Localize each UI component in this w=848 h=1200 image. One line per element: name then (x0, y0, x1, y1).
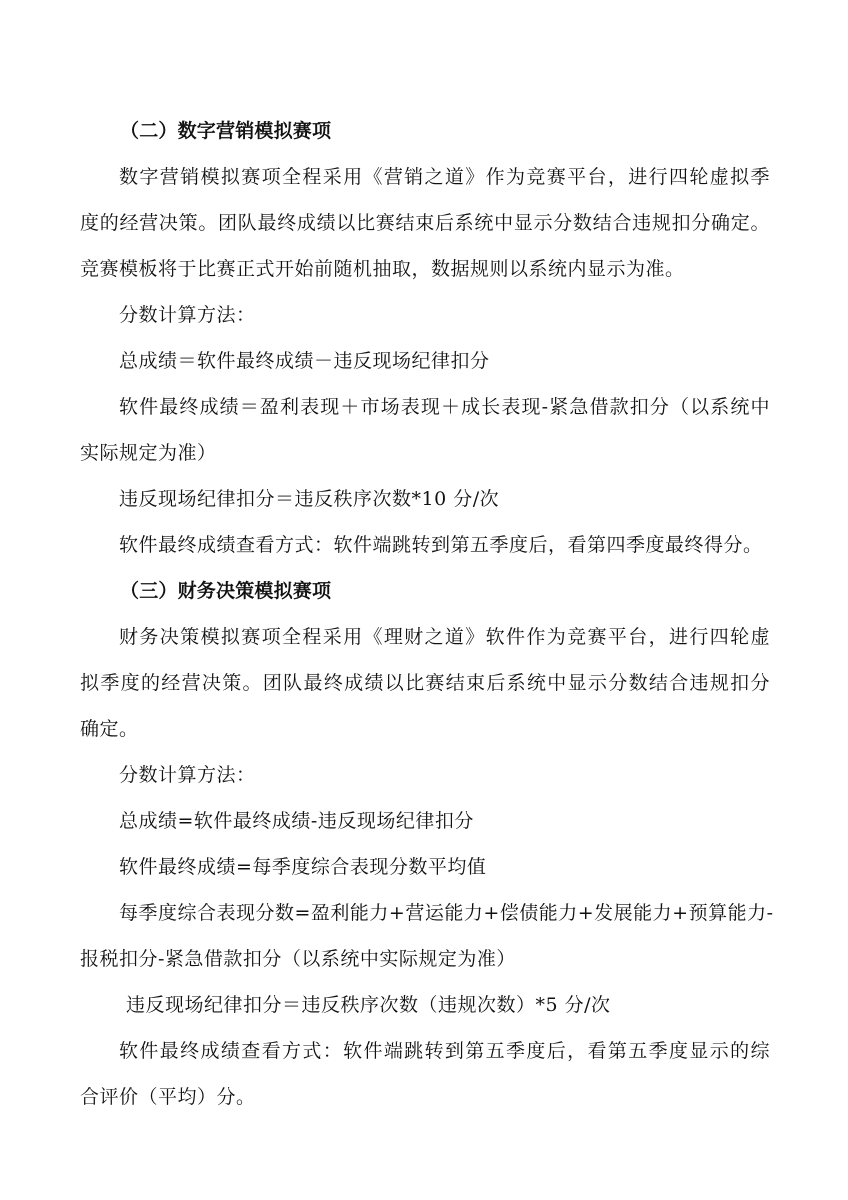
section-3-intro-line-3: 确定。 (80, 718, 139, 740)
section-2-penalty-formula: 违反现场纪律扣分＝违反秩序次数*10 分/次 (119, 488, 500, 510)
section-3-quarterly-formula-line-1: 每季度综合表现分数=盈利能力+营运能力+偿债能力+发展能力+预算能力- (119, 902, 774, 924)
section-3-total-formula: 总成绩=软件最终成绩-违反现场纪律扣分 (119, 810, 474, 832)
section-3-software-formula: 软件最终成绩=每季度综合表现分数平均值 (119, 856, 487, 878)
section-2-intro-line-2: 度的经营决策。团队最终成绩以比赛结束后系统中显示分数结合违规扣分确定。 (80, 212, 770, 234)
document-body (80, 108, 774, 1120)
section-3-view-method-line-1: 软件最终成绩查看方式：软件端跳转到第五季度后，看第五季度显示的综 (119, 1040, 770, 1062)
section-2-method-label: 分数计算方法： (119, 304, 256, 326)
section-3-penalty-formula: 违反现场纪律扣分＝违反秩序次数（违规次数）*5 分/次 (126, 994, 611, 1016)
section-3-intro-line-1: 财务决策模拟赛项全程采用《理财之道》软件作为竞赛平台，进行四轮虚 (119, 626, 770, 648)
section-3-heading: （三）财务决策模拟赛项 (120, 580, 332, 602)
section-2-software-formula-line-2: 实际规定为准） (80, 442, 217, 464)
section-2-heading: （二）数字营销模拟赛项 (120, 120, 332, 142)
section-2-intro-line-3: 竞赛模板将于比赛正式开始前随机抽取，数据规则以系统内显示为准。 (80, 258, 685, 280)
section-3-intro-line-2: 拟季度的经营决策。团队最终成绩以比赛结束后系统中显示分数结合违规扣分 (80, 672, 770, 694)
section-3-quarterly-formula-line-2: 报税扣分-紧急借款扣分（以系统中实际规定为准） (80, 948, 516, 970)
section-2-total-formula: 总成绩＝软件最终成绩－违反现场纪律扣分 (119, 350, 490, 372)
section-2-intro-line-1: 数字营销模拟赛项全程采用《营销之道》作为竞赛平台，进行四轮虚拟季 (119, 166, 770, 188)
section-2-view-method: 软件最终成绩查看方式：软件端跳转到第五季度后，看第四季度最终得分。 (119, 534, 763, 556)
section-3-method-label: 分数计算方法： (119, 764, 256, 786)
section-3-view-method-line-2: 合评价（平均）分。 (80, 1086, 256, 1108)
section-2-software-formula-line-1: 软件最终成绩＝盈利表现＋市场表现＋成长表现-紧急借款扣分（以系统中 (119, 396, 770, 418)
